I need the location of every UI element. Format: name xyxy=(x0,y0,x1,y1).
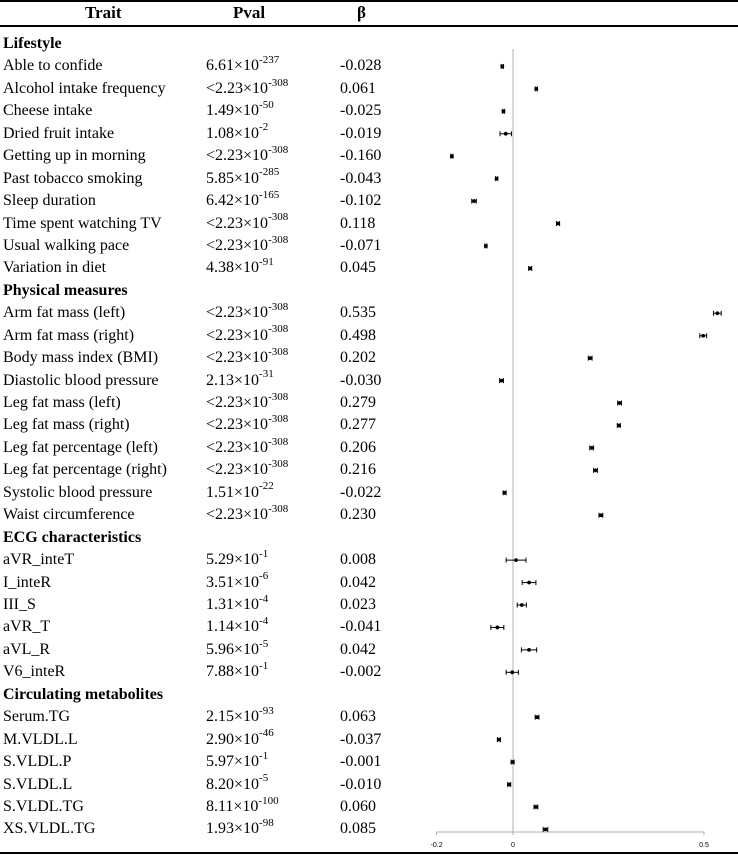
estimate-marker xyxy=(599,513,603,518)
point-estimate xyxy=(495,626,499,630)
pval-exponent: -6 xyxy=(259,570,269,583)
beta-value: 0.061 xyxy=(340,79,376,97)
group-heading: Physical measures xyxy=(3,281,128,299)
pval-exponent: -1 xyxy=(259,659,269,672)
estimate-marker xyxy=(543,827,548,832)
pval-prefix: < xyxy=(206,304,216,322)
beta-value: 0.085 xyxy=(340,820,376,838)
pval-value: $5.29\times 10^{-1}$ xyxy=(206,547,269,569)
pval-exponent: -4 xyxy=(259,615,269,628)
pval-prefix: < xyxy=(206,236,216,254)
trait-label: Leg fat mass (left) xyxy=(3,394,121,412)
pval-exponent: -1 xyxy=(259,547,269,560)
pval-prefix: < xyxy=(206,349,216,367)
pval-value: $7.88\times 10^{-1}$ xyxy=(206,659,269,681)
beta-value: 0.230 xyxy=(340,506,376,524)
trait-label: III_S xyxy=(3,596,36,613)
estimate-marker xyxy=(534,86,538,91)
point-estimate xyxy=(500,65,504,69)
point-estimate xyxy=(534,87,538,91)
point-estimate xyxy=(497,738,501,742)
beta-value: -0.028 xyxy=(340,57,382,75)
beta-value: 0.042 xyxy=(340,573,376,591)
point-estimate xyxy=(504,132,508,136)
pval-value: $1.31\times 10^{-4}$ xyxy=(206,592,269,613)
pval-exponent: -50 xyxy=(259,98,274,111)
pval-mantissa: 3.51 xyxy=(206,573,234,591)
bottom-rule xyxy=(0,852,738,854)
estimate-marker xyxy=(511,760,515,765)
trait-label: Past tobacco smoking xyxy=(3,169,143,187)
beta-value: -0.102 xyxy=(340,192,382,210)
trait-label: Body mass index (BMI) xyxy=(3,349,159,367)
pval-exponent: -98 xyxy=(259,817,274,830)
pval-value: $8.11\times 10^{-100}$ xyxy=(206,794,279,815)
point-estimate xyxy=(590,446,594,450)
point-estimate xyxy=(500,379,504,383)
estimate-marker xyxy=(500,131,511,136)
point-estimate xyxy=(701,334,705,338)
point-estimate xyxy=(588,356,592,360)
x-tick-label: -0.2 xyxy=(430,842,443,849)
estimate-marker xyxy=(472,199,477,204)
beta-value: -0.030 xyxy=(340,371,382,389)
pval-exponent: -308 xyxy=(268,323,289,336)
trait-label: S.VLDL.L xyxy=(3,775,73,793)
pval-value: $<2.23\times 10^{-308}$ xyxy=(206,413,289,434)
pval-value: $2.15\times 10^{-93}$ xyxy=(206,704,274,726)
beta-value: -0.043 xyxy=(340,169,382,187)
pval-exponent: -308 xyxy=(268,233,289,246)
estimate-marker xyxy=(495,176,499,181)
pval-prefix: < xyxy=(206,461,216,479)
beta-value: 0.277 xyxy=(340,416,376,434)
header-beta: β xyxy=(357,3,366,22)
pval-exponent: -308 xyxy=(268,143,289,156)
pval-mantissa: 1.51 xyxy=(206,483,234,501)
header-pval: Pval xyxy=(233,3,266,22)
pval-prefix: < xyxy=(206,147,216,165)
trait-label: Time spent watching TV xyxy=(3,214,162,232)
pval-exponent: -4 xyxy=(259,592,269,605)
pval-prefix: < xyxy=(206,326,216,344)
beta-value: -0.019 xyxy=(340,124,382,142)
group-heading: ECG characteristics xyxy=(3,528,142,546)
point-estimate xyxy=(511,760,515,764)
estimate-marker xyxy=(590,445,594,450)
trait-label: Variation in diet xyxy=(3,259,107,277)
point-estimate xyxy=(527,648,531,652)
estimate-marker xyxy=(534,804,538,809)
pval-mantissa: 2.15 xyxy=(206,708,234,726)
pval-mantissa: 2.23 xyxy=(215,416,244,434)
point-estimate xyxy=(618,401,622,405)
point-estimate xyxy=(594,468,598,472)
point-estimate xyxy=(527,581,531,585)
trait-label: S.VLDL.P xyxy=(3,753,72,771)
pval-mantissa: 2.13 xyxy=(206,371,234,389)
pval-value: $1.14\times 10^{-4}$ xyxy=(206,615,269,636)
trait-label: Leg fat percentage (left) xyxy=(3,438,159,456)
trait-label: V6_inteR xyxy=(3,663,66,681)
pval-value: $1.08\times 10^{-2}$ xyxy=(206,121,269,142)
estimate-marker xyxy=(588,356,592,361)
pval-mantissa: 8.20 xyxy=(206,775,234,793)
point-estimate xyxy=(534,805,538,809)
pval-value: $<2.23\times 10^{-308}$ xyxy=(206,435,289,456)
point-estimate xyxy=(556,222,560,226)
point-estimate xyxy=(535,715,539,719)
pval-value: $<2.23\times 10^{-308}$ xyxy=(206,390,289,412)
trait-label: Arm fat mass (right) xyxy=(3,326,135,344)
beta-value: -0.071 xyxy=(340,236,382,254)
pval-exponent: -2 xyxy=(259,121,269,134)
pval-mantissa: 2.23 xyxy=(215,326,244,344)
pval-exponent: -165 xyxy=(259,188,280,201)
pval-value: $2.13\times 10^{-31}$ xyxy=(206,368,274,389)
pval-exponent: -308 xyxy=(268,300,289,313)
pval-mantissa: 4.38 xyxy=(206,259,234,277)
pval-mantissa: 2.23 xyxy=(215,214,244,232)
estimate-marker xyxy=(484,243,488,248)
trait-label: Sleep duration xyxy=(3,192,96,210)
beta-value: 0.008 xyxy=(340,551,376,569)
trait-label: Arm fat mass (left) xyxy=(3,304,126,322)
pval-value: $5.97\times 10^{-1}$ xyxy=(206,749,269,771)
point-estimate xyxy=(544,828,548,832)
pval-value: $<2.23\times 10^{-308}$ xyxy=(206,233,289,254)
pval-mantissa: 5.85 xyxy=(206,169,234,187)
trait-label: Cheese intake xyxy=(3,102,93,120)
pval-exponent: -308 xyxy=(268,458,289,471)
point-estimate xyxy=(715,311,719,315)
pval-exponent: -285 xyxy=(259,166,280,179)
pval-mantissa: 1.49 xyxy=(206,102,234,120)
estimate-marker xyxy=(506,670,518,675)
pval-exponent: -237 xyxy=(259,54,280,67)
pval-exponent: -1 xyxy=(259,749,269,762)
pval-mantissa: 2.23 xyxy=(215,506,244,524)
pval-value: $<2.23\times 10^{-308}$ xyxy=(206,300,289,322)
estimate-marker xyxy=(617,423,621,428)
trait-label: Leg fat mass (right) xyxy=(3,416,130,434)
pval-mantissa: 5.97 xyxy=(206,753,234,771)
estimate-marker xyxy=(500,64,504,69)
estimate-marker xyxy=(522,580,536,585)
x-tick-label: 0 xyxy=(511,842,515,849)
beta-value: 0.498 xyxy=(340,326,376,344)
pval-mantissa: 2.23 xyxy=(215,304,244,322)
pval-prefix: < xyxy=(206,416,216,434)
pval-mantissa: 2.23 xyxy=(215,79,244,97)
beta-value: 0.535 xyxy=(340,304,376,322)
pval-exponent: -308 xyxy=(268,435,289,448)
beta-value: -0.041 xyxy=(340,618,382,636)
point-estimate xyxy=(520,603,524,607)
estimate-marker xyxy=(535,715,539,720)
trait-label: Diastolic blood pressure xyxy=(3,371,159,389)
pval-value: $<2.23\times 10^{-308}$ xyxy=(206,211,289,232)
beta-value: 0.045 xyxy=(340,259,376,277)
point-estimate xyxy=(507,783,511,787)
beta-value: 0.202 xyxy=(340,349,376,367)
pval-mantissa: 1.31 xyxy=(206,596,234,613)
trait-label: Waist circumference xyxy=(3,506,135,524)
pval-value: $4.38\times 10^{-91}$ xyxy=(206,256,274,277)
pval-mantissa: 6.61 xyxy=(206,57,234,75)
beta-value: -0.002 xyxy=(340,663,382,681)
pval-exponent: -308 xyxy=(268,211,289,224)
estimate-marker xyxy=(500,378,504,383)
pval-exponent: -91 xyxy=(259,256,274,269)
estimate-marker xyxy=(507,782,511,787)
beta-value: -0.022 xyxy=(340,483,382,501)
pval-exponent: -308 xyxy=(268,502,289,515)
pval-value: $<2.23\times 10^{-308}$ xyxy=(206,345,289,367)
group-heading: Circulating metabolites xyxy=(3,685,164,703)
estimate-marker xyxy=(491,625,504,630)
estimate-marker xyxy=(714,311,722,316)
pval-prefix: < xyxy=(206,438,216,456)
pval-mantissa: 2.23 xyxy=(215,236,244,254)
estimate-marker xyxy=(528,266,532,271)
pval-mantissa: 7.88 xyxy=(206,663,234,681)
header-trait: Trait xyxy=(85,3,122,22)
pval-value: $<2.23\times 10^{-308}$ xyxy=(206,502,289,524)
estimate-marker xyxy=(506,558,526,563)
trait-label: aVL_R xyxy=(3,640,51,658)
pval-mantissa: 5.96 xyxy=(206,640,234,658)
beta-value: 0.060 xyxy=(340,797,376,815)
group-heading: Lifestyle xyxy=(3,35,62,52)
point-estimate xyxy=(510,670,514,674)
pval-mantissa: 6.42 xyxy=(206,192,234,210)
trait-label: Systolic blood pressure xyxy=(3,483,153,501)
pval-mantissa: 5.29 xyxy=(206,551,234,569)
trait-label: Usual walking pace xyxy=(3,236,130,254)
point-estimate xyxy=(495,177,499,181)
pval-value: $<2.23\times 10^{-308}$ xyxy=(206,143,289,165)
estimate-marker xyxy=(517,603,526,608)
pval-value: $5.85\times 10^{-285}$ xyxy=(206,166,280,187)
trait-label: Leg fat percentage (right) xyxy=(3,461,167,479)
point-estimate xyxy=(450,154,454,158)
beta-value: 0.063 xyxy=(340,708,376,726)
point-estimate xyxy=(514,558,518,562)
beta-value: 0.023 xyxy=(340,596,376,613)
trait-label: aVR_T xyxy=(3,618,51,636)
trait-label: Dried fruit intake xyxy=(3,124,115,142)
estimate-marker xyxy=(556,221,560,226)
beta-value: -0.037 xyxy=(340,730,382,748)
trait-label: Able to confide xyxy=(3,57,103,75)
beta-value: -0.160 xyxy=(340,147,382,165)
pval-mantissa: 2.23 xyxy=(215,461,244,479)
beta-value: 0.206 xyxy=(340,438,376,456)
pval-prefix: < xyxy=(206,506,216,524)
pval-exponent: -100 xyxy=(258,794,279,807)
pval-exponent: -5 xyxy=(259,637,269,650)
x-tick-label: 0.5 xyxy=(699,842,709,849)
point-estimate xyxy=(502,109,506,113)
pval-value: $<2.23\times 10^{-308}$ xyxy=(206,76,289,97)
point-estimate xyxy=(484,244,488,248)
pval-exponent: -31 xyxy=(259,368,274,381)
beta-value: 0.118 xyxy=(340,214,376,232)
pval-mantissa: 2.23 xyxy=(215,147,244,165)
pval-mantissa: 1.08 xyxy=(206,124,234,142)
pval-mantissa: 1.93 xyxy=(206,820,234,838)
pval-prefix: < xyxy=(206,394,216,412)
pval-value: $8.20\times 10^{-5}$ xyxy=(206,772,269,793)
beta-value: -0.010 xyxy=(340,775,382,793)
trait-label: XS.VLDL.TG xyxy=(3,820,96,838)
trait-label: Alcohol intake frequency xyxy=(3,79,166,97)
trait-label: aVR_inteT xyxy=(3,551,75,569)
point-estimate xyxy=(617,424,621,428)
estimate-marker xyxy=(503,490,507,495)
pval-mantissa: 8.11 xyxy=(206,797,234,815)
point-estimate xyxy=(528,267,532,271)
trait-label: I_inteR xyxy=(3,573,51,591)
estimate-marker xyxy=(450,154,454,159)
pval-mantissa: 2.23 xyxy=(215,438,244,456)
point-estimate xyxy=(503,491,507,495)
pval-exponent: -93 xyxy=(259,704,274,717)
estimate-marker xyxy=(497,737,501,742)
pval-mantissa: 1.14 xyxy=(206,618,234,636)
beta-value: 0.042 xyxy=(340,640,376,658)
estimate-marker xyxy=(502,109,506,114)
pval-value: $6.61\times 10^{-237}$ xyxy=(206,54,280,75)
estimate-marker xyxy=(594,468,598,473)
pval-exponent: -46 xyxy=(259,727,274,740)
pval-exponent: -308 xyxy=(268,76,289,89)
pval-mantissa: 2.23 xyxy=(215,349,244,367)
pval-prefix: < xyxy=(206,79,216,97)
pval-value: $1.93\times 10^{-98}$ xyxy=(206,817,274,838)
pval-value: $6.42\times 10^{-165}$ xyxy=(206,188,280,210)
pval-value: $2.90\times 10^{-46}$ xyxy=(206,727,274,748)
pval-mantissa: 2.23 xyxy=(215,394,244,412)
estimate-marker xyxy=(700,333,707,338)
trait-label: S.VLDL.TG xyxy=(3,797,84,815)
pval-exponent: -22 xyxy=(259,480,274,493)
estimate-marker xyxy=(521,647,536,652)
pval-value: $1.51\times 10^{-22}$ xyxy=(206,480,274,501)
beta-value: 0.279 xyxy=(340,394,376,412)
pval-value: $<2.23\times 10^{-308}$ xyxy=(206,323,289,344)
trait-label: Getting up in morning xyxy=(3,147,146,165)
beta-value: -0.025 xyxy=(340,102,382,120)
estimate-marker xyxy=(618,401,622,406)
trait-label: M.VLDL.L xyxy=(3,730,78,748)
beta-value: -0.001 xyxy=(340,753,382,771)
pval-exponent: -308 xyxy=(268,345,289,358)
pval-mantissa: 2.90 xyxy=(206,730,234,748)
point-estimate xyxy=(599,513,603,517)
pval-exponent: -5 xyxy=(259,772,269,785)
pval-exponent: -308 xyxy=(268,413,289,426)
pval-value: $5.96\times 10^{-5}$ xyxy=(206,637,269,658)
beta-value: 0.216 xyxy=(340,461,376,479)
pval-value: $1.49\times 10^{-50}$ xyxy=(206,98,274,120)
pval-exponent: -308 xyxy=(268,390,289,403)
point-estimate xyxy=(472,199,476,203)
pval-prefix: < xyxy=(206,214,216,232)
pval-value: $3.51\times 10^{-6}$ xyxy=(206,570,269,591)
trait-label: Serum.TG xyxy=(3,708,71,726)
pval-value: $<2.23\times 10^{-308}$ xyxy=(206,458,289,479)
